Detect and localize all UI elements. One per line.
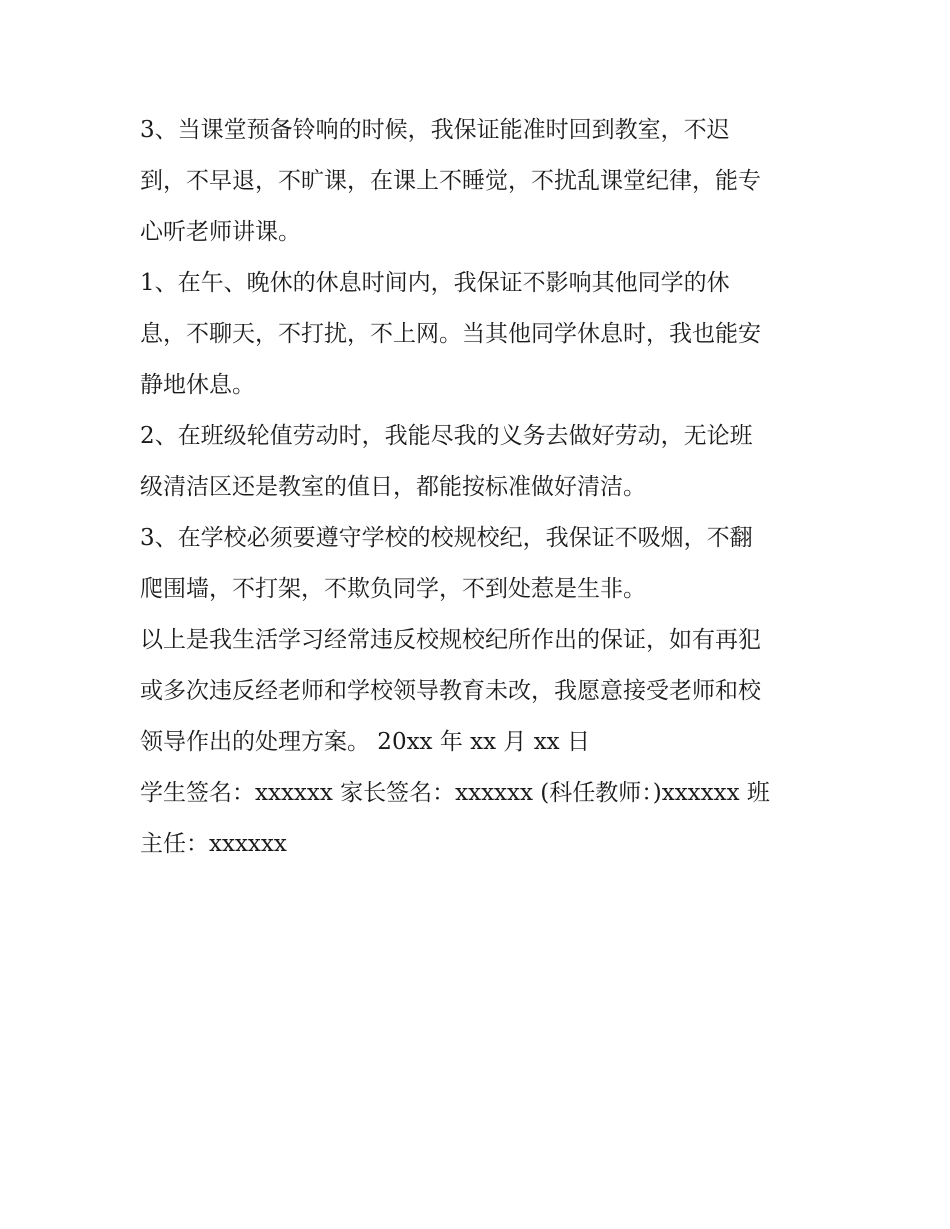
signature-line: 学生签名：xxxxxx 家长签名：xxxxxx (科任教师：)xxxxxx 班 bbox=[140, 780, 770, 806]
text-line: 级清洁区还是教室的值日，都能按标准做好清洁。 bbox=[140, 474, 646, 500]
text-line: 2、在班级轮值劳动时，我能尽我的义务去做好劳动，无论班 bbox=[140, 423, 753, 449]
text-line: 息，不聊天，不打扰，不上网。当其他同学休息时，我也能安 bbox=[140, 321, 761, 347]
document-body bbox=[140, 105, 820, 870]
text-line: 到，不早退，不旷课，在课上不睡觉，不扰乱课堂纪律，能专 bbox=[140, 168, 761, 194]
text-line: 3、在学校必须要遵守学校的校规校纪，我保证不吸烟，不翻 bbox=[140, 525, 753, 551]
text-line: 静地休息。 bbox=[140, 372, 255, 398]
text-line: 或多次违反经老师和学校领导教育未改，我愿意接受老师和校 bbox=[140, 678, 761, 704]
text-line: 1、在午、晚休的休息时间内，我保证不影响其他同学的休 bbox=[140, 270, 730, 296]
text-line: 心听老师讲课。 bbox=[140, 219, 301, 245]
text-line: 以上是我生活学习经常违反校规校纪所作出的保证，如有再犯 bbox=[140, 627, 761, 653]
text-line: 3、当课堂预备铃响的时候，我保证能准时回到教室，不迟 bbox=[140, 117, 730, 143]
text-line: 爬围墙，不打架，不欺负同学，不到处惹是生非。 bbox=[140, 576, 646, 602]
date-line: 领导作出的处理方案。 20xx 年 xx 月 xx 日 bbox=[140, 729, 590, 755]
signature-line: 主任：xxxxxx bbox=[140, 831, 287, 857]
